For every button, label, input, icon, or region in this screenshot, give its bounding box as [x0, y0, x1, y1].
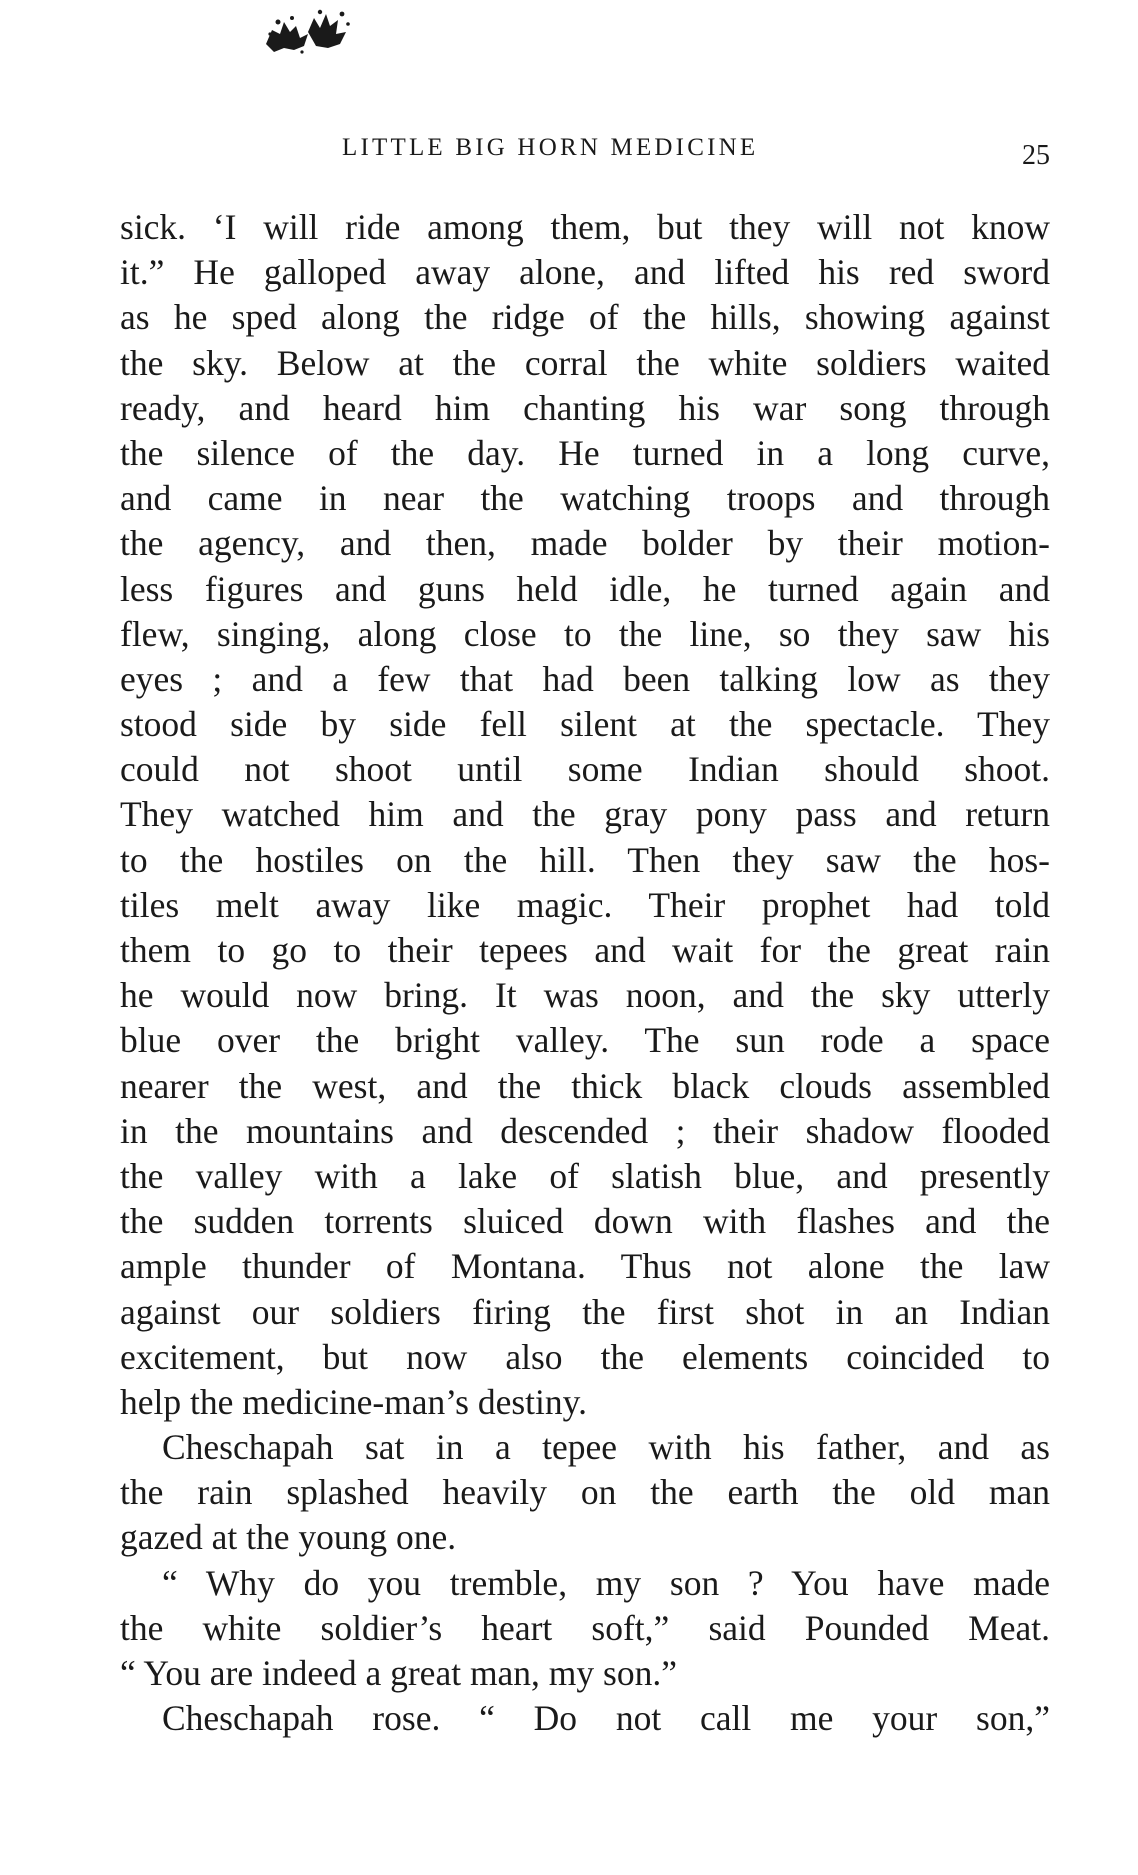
text-line: the sky. Below at the corral the white soldiers waited: [120, 342, 1050, 383]
text-line: the agency, and then, made bolder by their motion-: [120, 523, 1050, 564]
text-line: ample thunder of Montana. Thus not alone the law: [120, 1246, 1050, 1287]
text-line: the rain splashed heavily on the earth the old man: [120, 1472, 1050, 1513]
text-line: excitement, but now also the elements coincided to: [120, 1336, 1050, 1377]
text-line: the sudden torrents sluiced down with flashes and the: [120, 1201, 1050, 1242]
text-line: and came in near the watching troops and through: [120, 478, 1050, 519]
text-line: the white soldier’s heart soft,” said Pounded Meat.: [120, 1607, 1050, 1648]
text-line: sick. ‘I will ride among them, but they will not know: [120, 207, 1050, 247]
text-line: could not shoot until some Indian should shoot.: [120, 749, 1050, 790]
text-line: Cheschapah sat in a tepee with his father, and as: [162, 1427, 1050, 1468]
body-text: [120, 205, 1050, 1741]
text-line: the silence of the day. He turned in a long curve,: [120, 432, 1050, 473]
text-line: to the hostiles on the hill. Then they saw the hos-: [120, 839, 1050, 880]
text-line: stood side by side fell silent at the spectacle. They: [120, 704, 1050, 745]
page-header: [120, 134, 1050, 174]
text-line: ready, and heard him chanting his war song through: [120, 387, 1050, 428]
text-line: the valley with a lake of slatish blue, and presently: [120, 1155, 1050, 1196]
text-line: them to go to their tepees and wait for the great rain: [120, 930, 1050, 970]
text-line: in the mountains and descended ; their shadow flooded: [120, 1110, 1050, 1151]
text-line: “ You are indeed a great man, my son.”: [120, 1653, 677, 1693]
text-line: it.” He galloped away alone, and lifted his red sword: [120, 252, 1050, 293]
text-line: as he sped along the ridge of the hills, showing against: [120, 297, 1050, 338]
running-title: LITTLE BIG HORN MEDICINE: [342, 134, 759, 161]
text-line: less figures and guns held idle, he turned again and: [120, 568, 1050, 609]
text-line: “ Why do you tremble, my son ? You have made: [162, 1562, 1050, 1603]
text-line: against our soldiers firing the first shot in an Indian: [120, 1291, 1050, 1332]
text-line: tiles melt away like magic. Their prophet had told: [120, 884, 1050, 925]
text-line: help the medicine-man’s destiny.: [120, 1381, 587, 1422]
text-line: blue over the bright valley. The sun rode a space: [120, 1020, 1050, 1061]
page-number: 25: [1022, 140, 1050, 171]
text-line: nearer the west, and the thick black clouds assembled: [120, 1065, 1050, 1106]
text-line: They watched him and the gray pony pass and return: [120, 794, 1050, 835]
text-line: flew, singing, along close to the line, so they saw his: [120, 613, 1050, 654]
text-line: gazed at the young one.: [120, 1517, 457, 1558]
text-line: eyes ; and a few that had been talking low as they: [120, 658, 1050, 699]
printer-ornament-icon: [258, 4, 358, 56]
text-line: he would now bring. It was noon, and the sky utterly: [120, 975, 1050, 1016]
text-line: Cheschapah rose. “ Do not call me your son,”: [162, 1698, 1050, 1739]
